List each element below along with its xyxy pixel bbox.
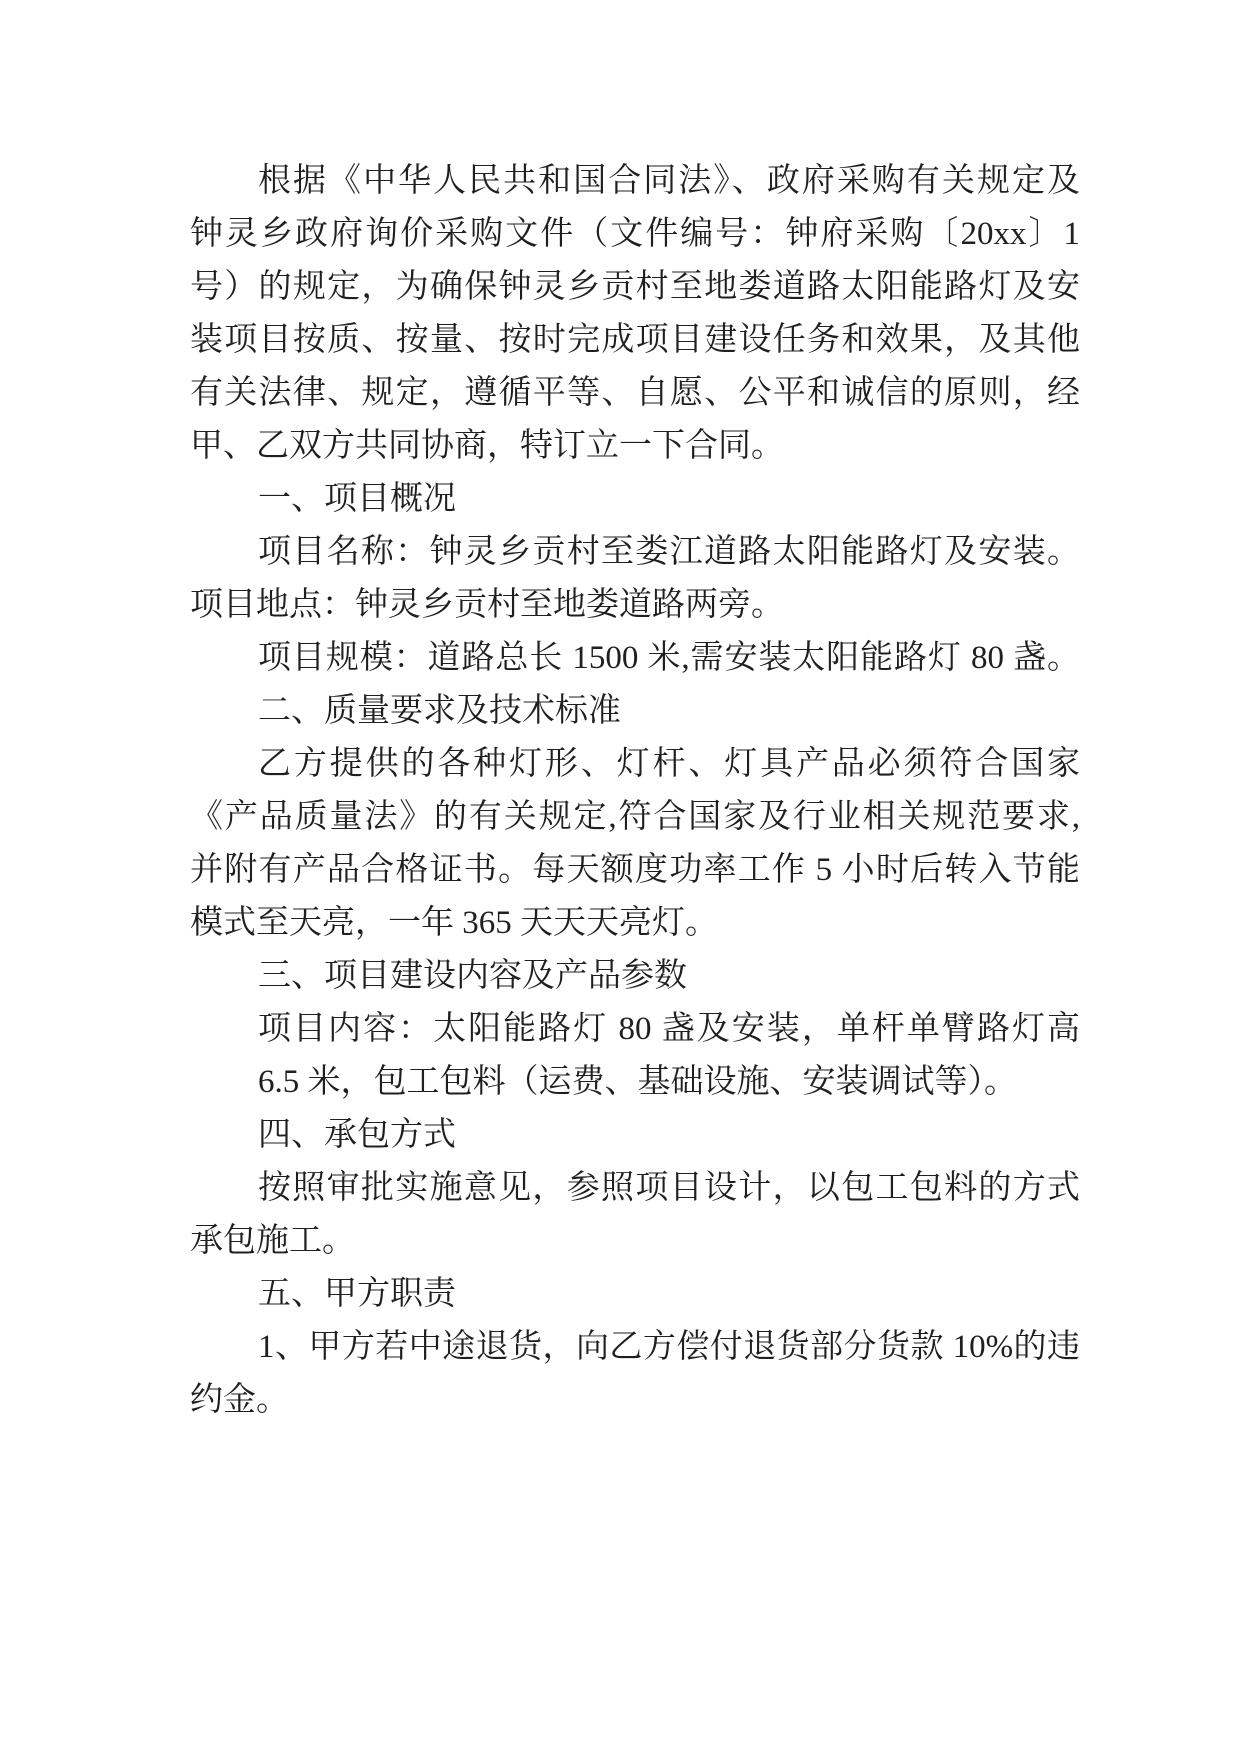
contract-text-line: 号）的规定，为确保钟灵乡贡村至地娄道路太阳能路灯及安	[190, 269, 1080, 305]
contract-text-line: 承包施工。	[190, 1223, 355, 1259]
contract-text-line: 钟灵乡政府询价采购文件（文件编号：钟府采购〔20xx〕1	[190, 216, 1080, 252]
contract-text-line: 乙方提供的各种灯形、灯杆、灯具产品必须符合国家	[258, 746, 1080, 782]
contract-text-line: 约金。	[190, 1382, 289, 1418]
contract-text-line: 二、质量要求及技术标准	[258, 693, 621, 729]
contract-text-line: 项目地点：钟灵乡贡村至地娄道路两旁。	[190, 587, 784, 623]
contract-text-line: 五、甲方职责	[258, 1276, 456, 1312]
contract-text-line: 按照审批实施意见，参照项目设计，以包工包料的方式	[258, 1170, 1080, 1206]
contract-text-line: 三、项目建设内容及产品参数	[258, 958, 687, 994]
contract-text-line: 甲、乙双方共同协商，特订立一下合同。	[190, 428, 784, 464]
contract-text-line: 有关法律、规定，遵循平等、自愿、公平和诚信的原则，经	[190, 375, 1080, 411]
contract-text-line: 模式至天亮，一年 365 天天天亮灯。	[190, 905, 718, 941]
contract-text-line: 1、甲方若中途退货，向乙方偿付退货部分货款 10%的违	[258, 1329, 1080, 1365]
contract-text-line: 项目内容：太阳能路灯 80 盏及安装，单杆单臂路灯高	[258, 1011, 1080, 1047]
contract-text-line: 装项目按质、按量、按时完成项目建设任务和效果，及其他	[190, 322, 1080, 358]
contract-text-line: 《产品质量法》的有关规定,符合国家及行业相关规范要求,	[190, 799, 1080, 835]
contract-text-line: 并附有产品合格证书。每天额度功率工作 5 小时后转入节能	[190, 852, 1081, 888]
contract-text-line: 项目名称：钟灵乡贡村至娄江道路太阳能路灯及安装。	[258, 534, 1080, 570]
contract-text-line: 6.5 米，包工包料（运费、基础设施、安装调试等）。	[258, 1064, 1017, 1100]
document-body	[190, 155, 1080, 1427]
contract-text-line: 根据《中华人民共和国合同法》、政府采购有关规定及	[258, 163, 1080, 199]
contract-text-line: 一、项目概况	[258, 481, 456, 517]
contract-text-line: 项目规模：道路总长 1500 米,需安装太阳能路灯 80 盏。	[258, 640, 1080, 676]
contract-text-line: 四、承包方式	[258, 1117, 456, 1153]
